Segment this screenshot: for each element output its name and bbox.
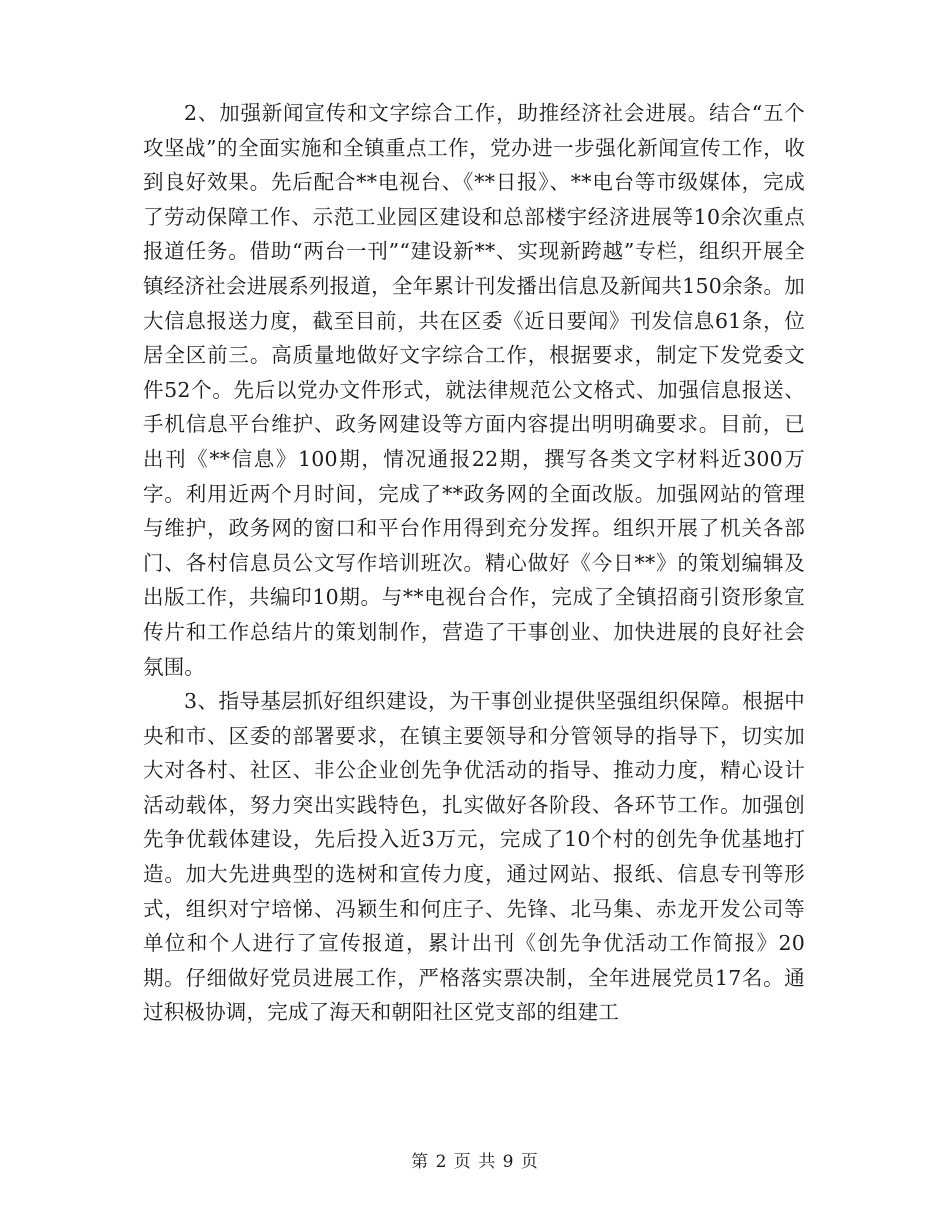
- paragraph-organization-building: 3、指导基层抓好组织建设，为干事创业提供坚强组织保障。根据中央和市、区委的部署要求，在镇主要领导和分管领导的指导下，切实加大对各村、社区、非公企业创先争优活动的指导、推动力度，精心设计活动载体，努力突出实践特色，扎实做好各阶段、各环节工作。加强创先争优载体建设，先后投入近3万元，完成了10个村的创先争优基地打造。加大先进典型的选树和宣传力度，通过网站、报纸、信息专刊等形式，组织对宁培悌、冯颖生和何庄子、先锋、北马集、赤龙开发公司等单位和个人进行了宣传报道，累计出刊《创先争优活动工作简报》20期。仔细做好党员进展工作，严格落实票决制，全年进展党员17名。通过积极协调，完成了海天和朝阳社区党支部的组建工: [143, 689, 805, 1025]
- page-footer: [0, 1147, 950, 1172]
- page-number-label: 第 2 页 共 9 页: [411, 1152, 539, 1172]
- paragraph-news-publicity: 2、加强新闻宣传和文字综合工作，助推经济社会进展。结合“五个攻坚战”的全面实施和全镇重点工作，党办进一步强化新闻宣传工作，收到良好效果。先后配合**电视台、《**日报》、**电台等市级媒体，完成了劳动保障工作、示范工业园区建设和总部楼宇经济进展等10余次重点报道任务。借助“两台一刊”“建设新**、实现新跨越”专栏，组织开展全镇经济社会进展系列报道，全年累计刊发播出信息及新闻共150余条。加大信息报送力度，截至目前，共在区委《近日要闻》刊发信息61条，位居全区前三。高质量地做好文字综合工作，根据要求，制定下发党委文件52个。先后以党办文件形式，就法律规范公文格式、加强信息报送、手机信息平台维护、政务网建设等方面内容提出明明确要求。目前，已出刊《**信息》100期，情况通报22期，撰写各类文字材料近300万字。利用近两个月时间，完成了**政务网的全面改版。加强网站的管理与维护，政务网的窗口和平台作用得到充分发挥。组织开展了机关各部门、各村信息员公文写作培训班次。精心做好《今日**》的策划编辑及出版工作，共编印10期。与**电视台合作，完成了全镇招商引资形象宣传片和工作总结片的策划制作，营造了干事创业、加快进展的良好社会氛围。: [143, 101, 805, 679]
- document-body: [143, 96, 805, 1030]
